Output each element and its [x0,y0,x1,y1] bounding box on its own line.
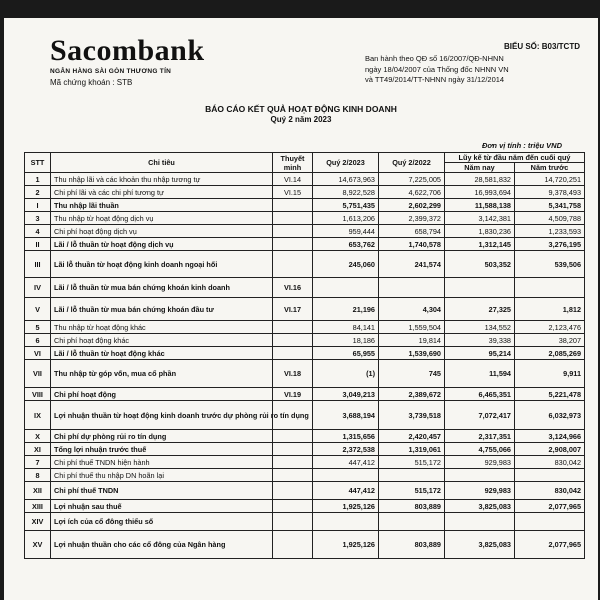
row-q2-2023: 1,613,206 [313,212,379,225]
row-item: Lãi / lỗ thuần từ hoạt động khác [51,347,273,360]
row-item: Chi phí lãi và các chi phí tương tự [51,186,273,199]
header-ytd-group: Lũy kế từ đầu năm đến cuối quý [445,153,585,163]
table-row [25,388,585,401]
table-header-row [25,153,585,163]
row-q2-2023: 8,922,528 [313,186,379,199]
row-q2-2023: 653,762 [313,238,379,251]
row-note: VI.15 [273,186,313,199]
row-stt: 1 [25,173,51,186]
row-prev-year [515,278,585,298]
row-note [273,456,313,469]
row-item: Lợi ích của cổ đông thiểu số [51,513,273,531]
row-prev-year: 830,042 [515,456,585,469]
row-item: Chi phí hoạt động dịch vụ [51,225,273,238]
row-note [273,482,313,500]
table-row [25,298,585,321]
row-prev-year: 3,124,966 [515,430,585,443]
row-q2-2023: 1,315,656 [313,430,379,443]
table-row [25,456,585,469]
table-row [25,347,585,360]
row-prev-year: 6,032,973 [515,401,585,430]
unit-note: Đơn vị tính : triệu VND [481,141,562,150]
report-period: Quý 2 năm 2023 [270,115,332,124]
row-note [273,443,313,456]
row-q2-2022: 1,539,690 [379,347,445,360]
row-item: Thu nhập từ góp vốn, mua cổ phần [51,360,273,388]
table-row [25,251,585,278]
row-item: Lãi lỗ thuần từ hoạt động kinh doanh ngoại hối [51,251,273,278]
row-item: Chi phí thuế thu nhập DN hoãn lại [51,469,273,482]
row-note [273,225,313,238]
table-row [25,186,585,199]
row-q2-2022: 745 [379,360,445,388]
row-note [273,334,313,347]
header-q2-2023: Quý 2/2023 [313,153,379,173]
table-row [25,360,585,388]
row-stt: II [25,238,51,251]
row-item: Thu nhập từ hoạt động dịch vụ [51,212,273,225]
row-this-year: 3,142,381 [445,212,515,225]
row-q2-2023 [313,469,379,482]
row-prev-year: 1,233,593 [515,225,585,238]
row-prev-year: 5,221,478 [515,388,585,401]
row-this-year [445,513,515,531]
row-stt: IX [25,401,51,430]
row-q2-2023: 447,412 [313,456,379,469]
row-stt: XIV [25,513,51,531]
row-stt: 5 [25,321,51,334]
row-q2-2023: 245,060 [313,251,379,278]
header-note: Thuyết minh [273,153,313,173]
row-item: Chi phí hoạt động [51,388,273,401]
row-item: Chi phí thuế TNDN hiện hành [51,456,273,469]
row-this-year: 929,983 [445,456,515,469]
row-item: Lợi nhuận thuần cho các cổ đông của Ngân hàng [51,531,273,559]
row-q2-2023 [313,278,379,298]
table-row [25,531,585,559]
row-stt: VIII [25,388,51,401]
form-number: BIỂU SỐ: B03/TCTD [503,42,580,51]
row-item: Chi phí dự phòng rủi ro tín dụng [51,430,273,443]
report-page [4,18,598,600]
header-stt: STT [25,153,51,173]
row-prev-year: 5,341,758 [515,199,585,212]
table-row [25,430,585,443]
row-this-year: 1,312,145 [445,238,515,251]
row-prev-year: 2,908,007 [515,443,585,456]
row-q2-2023: 959,444 [313,225,379,238]
row-stt: I [25,199,51,212]
table-row [25,401,585,430]
row-stt: XIII [25,500,51,513]
row-q2-2022: 1,740,578 [379,238,445,251]
row-q2-2023: 5,751,435 [313,199,379,212]
row-note [273,347,313,360]
row-q2-2022: 658,794 [379,225,445,238]
row-this-year: 7,072,417 [445,401,515,430]
table-row [25,500,585,513]
issuance-note [365,54,580,86]
row-this-year: 28,581,832 [445,173,515,186]
row-q2-2022: 2,420,457 [379,430,445,443]
row-q2-2022: 19,814 [379,334,445,347]
row-this-year: 11,588,138 [445,199,515,212]
row-prev-year: 2,077,965 [515,500,585,513]
row-q2-2022: 2,389,672 [379,388,445,401]
row-q2-2023: 1,925,126 [313,500,379,513]
row-this-year: 3,825,083 [445,531,515,559]
row-q2-2023: (1) [313,360,379,388]
row-q2-2022 [379,469,445,482]
table-row [25,334,585,347]
row-this-year: 16,993,694 [445,186,515,199]
row-stt: 8 [25,469,51,482]
row-q2-2022: 4,304 [379,298,445,321]
row-q2-2023: 447,412 [313,482,379,500]
row-stt: 7 [25,456,51,469]
row-stt: 6 [25,334,51,347]
bank-name: NGÂN HÀNG SÀI GÒN THƯƠNG TÍN [50,68,172,75]
income-statement-table [24,152,585,559]
row-stt: XII [25,482,51,500]
row-stt: IV [25,278,51,298]
row-stt: XI [25,443,51,456]
row-note: VI.14 [273,173,313,186]
row-note [273,500,313,513]
row-this-year: 4,755,066 [445,443,515,456]
row-this-year [445,278,515,298]
row-this-year: 503,352 [445,251,515,278]
row-item: Chi phí thuế TNDN [51,482,273,500]
row-prev-year: 9,911 [515,360,585,388]
row-q2-2023: 3,049,213 [313,388,379,401]
row-q2-2022: 3,739,518 [379,401,445,430]
row-this-year: 1,830,236 [445,225,515,238]
row-this-year: 27,325 [445,298,515,321]
row-q2-2023: 18,186 [313,334,379,347]
row-note [273,513,313,531]
row-stt: III [25,251,51,278]
table-row [25,482,585,500]
row-note [273,321,313,334]
table-row [25,212,585,225]
stock-code: Mã chứng khoán : STB [50,78,133,87]
row-prev-year: 1,812 [515,298,585,321]
header-q2-2022: Quý 2/2022 [379,153,445,173]
row-this-year: 134,552 [445,321,515,334]
row-q2-2022: 1,319,061 [379,443,445,456]
report-title: BÁO CÁO KẾT QUẢ HOẠT ĐỘNG KINH DOANH [205,104,397,114]
row-note: VI.19 [273,388,313,401]
header-prev-year: Năm trước [515,163,585,173]
row-this-year: 2,317,351 [445,430,515,443]
table-row [25,278,585,298]
row-q2-2023: 14,673,963 [313,173,379,186]
row-q2-2023: 2,372,538 [313,443,379,456]
row-this-year: 95,214 [445,347,515,360]
row-q2-2023: 3,688,194 [313,401,379,430]
sacombank-logo: Sacombank [50,34,205,67]
row-stt: 2 [25,186,51,199]
row-stt: 4 [25,225,51,238]
row-prev-year: 539,506 [515,251,585,278]
row-prev-year: 2,123,476 [515,321,585,334]
row-this-year: 11,594 [445,360,515,388]
row-stt: 3 [25,212,51,225]
table-row [25,225,585,238]
table-row [25,238,585,251]
issuance-line: ngày 18/04/2007 của Thống đốc NHNN VN [365,64,509,74]
row-stt: X [25,430,51,443]
row-prev-year [515,469,585,482]
row-q2-2022 [379,513,445,531]
table-row [25,513,585,531]
row-prev-year: 9,378,493 [515,186,585,199]
table-row [25,443,585,456]
row-item: Lãi / lỗ thuần từ mua bán chứng khoán kinh doanh [51,278,273,298]
row-note [273,531,313,559]
row-this-year: 39,338 [445,334,515,347]
row-item: Thu nhập lãi thuần [51,199,273,212]
table-row [25,321,585,334]
table-row [25,199,585,212]
row-note: VI.18 [273,360,313,388]
row-note [273,212,313,225]
row-item: Chi phí hoạt động khác [51,334,273,347]
row-this-year: 929,983 [445,482,515,500]
row-item: Tổng lợi nhuận trước thuế [51,443,273,456]
row-item: Lãi / lỗ thuần từ hoạt động dịch vụ [51,238,273,251]
row-item: Lợi nhuận sau thuế [51,500,273,513]
row-q2-2022: 803,889 [379,500,445,513]
row-stt: VII [25,360,51,388]
row-prev-year [515,513,585,531]
row-note [273,238,313,251]
row-this-year [445,469,515,482]
row-q2-2022 [379,278,445,298]
row-item: Thu nhập lãi và các khoản thu nhập tương tự [51,173,273,186]
row-stt: XV [25,531,51,559]
header-item: Chỉ tiêu [51,153,273,173]
row-note [273,430,313,443]
row-q2-2023: 1,925,126 [313,531,379,559]
row-q2-2022: 4,622,706 [379,186,445,199]
row-q2-2023: 21,196 [313,298,379,321]
table-body [25,173,585,559]
row-q2-2022: 2,602,299 [379,199,445,212]
row-prev-year: 3,276,195 [515,238,585,251]
row-q2-2022: 515,172 [379,456,445,469]
table-row [25,469,585,482]
row-note [273,251,313,278]
row-prev-year: 2,077,965 [515,531,585,559]
row-q2-2022: 1,559,504 [379,321,445,334]
row-q2-2022: 515,172 [379,482,445,500]
row-item: Lãi / lỗ thuần từ mua bán chứng khoán đầu tư [51,298,273,321]
issuance-line: Ban hành theo QĐ số 16/2007/QĐ-NHNN [365,54,504,63]
header-this-year: Năm nay [445,163,515,173]
row-prev-year: 14,720,251 [515,173,585,186]
row-stt: VI [25,347,51,360]
row-this-year: 6,465,351 [445,388,515,401]
issuance-line: và TT49/2014/TT-NHNN ngày 31/12/2014 [365,75,505,84]
row-item: Lợi nhuận thuần từ hoạt động kinh doanh trước dự phòng rủi ro tín dụng [51,401,273,430]
row-prev-year: 4,509,788 [515,212,585,225]
row-q2-2023: 84,141 [313,321,379,334]
row-q2-2022: 7,225,005 [379,173,445,186]
row-note: VI.17 [273,298,313,321]
row-prev-year: 830,042 [515,482,585,500]
row-q2-2022: 803,889 [379,531,445,559]
row-q2-2023: 65,955 [313,347,379,360]
row-note [273,199,313,212]
row-note [273,469,313,482]
row-prev-year: 2,085,269 [515,347,585,360]
row-stt: V [25,298,51,321]
table-row [25,173,585,186]
row-q2-2022: 241,574 [379,251,445,278]
row-this-year: 3,825,083 [445,500,515,513]
row-prev-year: 38,207 [515,334,585,347]
row-item: Thu nhập từ hoạt động khác [51,321,273,334]
row-q2-2022: 2,399,372 [379,212,445,225]
row-note: VI.16 [273,278,313,298]
row-q2-2023 [313,513,379,531]
